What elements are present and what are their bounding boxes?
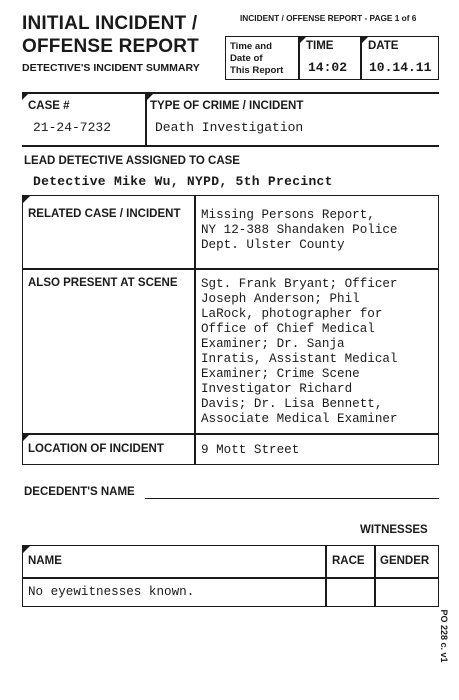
also-present-line: Associate Medical Examiner — [201, 412, 398, 426]
also-present-line: Examiner; Crime Scene — [201, 367, 360, 381]
date-corner-mark — [361, 37, 368, 44]
witness-divider-1 — [325, 545, 327, 607]
case-row-top-line — [22, 92, 439, 94]
case-number-label: CASE # — [28, 100, 70, 112]
also-present-value — [201, 277, 398, 427]
case-number-value: 21-24-7232 — [33, 120, 112, 135]
related-corner-mark — [23, 196, 30, 203]
related-case-value — [201, 208, 398, 253]
also-present-line: Inratis, Assistant Medical — [201, 352, 398, 366]
also-present-line: Davis; Dr. Lisa Bennett, — [201, 397, 383, 411]
related-case-line: Dept. Ulster County — [201, 238, 345, 252]
case-row-bottom-line — [22, 145, 439, 147]
witness-col-name: NAME — [28, 555, 62, 567]
report-subtitle: DETECTIVE'S INCIDENT SUMMARY — [22, 62, 200, 74]
crime-type-value: Death Investigation — [155, 120, 304, 135]
also-present-label: ALSO PRESENT AT SCENE — [28, 277, 178, 289]
date-label: DATE — [368, 40, 399, 52]
lead-detective-value: Detective Mike Wu, NYPD, 5th Precinct — [33, 174, 333, 189]
related-case-line: Missing Persons Report, — [201, 208, 375, 222]
time-date-label-line-2: Date of — [230, 53, 263, 64]
case-divider — [145, 92, 147, 145]
crime-type-label: TYPE OF CRIME / INCIDENT — [150, 100, 304, 112]
witness-row-text: No eyewitnesses known. — [28, 585, 195, 599]
time-value: 14:02 — [308, 60, 348, 75]
location-corner-mark — [23, 434, 30, 441]
location-value: 9 Mott Street — [201, 443, 300, 457]
related-case-line: NY 12-388 Shandaken Police — [201, 223, 398, 237]
crime-corner-mark — [147, 93, 154, 100]
witness-divider-2 — [374, 545, 376, 607]
time-label: TIME — [306, 40, 334, 52]
decedent-name-label: DECEDENT'S NAME — [24, 486, 135, 498]
details-divider — [194, 195, 196, 465]
witnesses-heading: WITNESSES — [360, 524, 428, 536]
witness-col-gender: GENDER — [380, 555, 430, 567]
page-info: INCIDENT / OFFENSE REPORT - PAGE 1 of 6 — [240, 13, 417, 23]
lead-detective-label: LEAD DETECTIVE ASSIGNED TO CASE — [24, 155, 240, 167]
also-present-line: LaRock, photographer for — [201, 307, 383, 321]
time-date-label — [230, 41, 283, 77]
report-title-line-1: INITIAL INCIDENT / — [22, 13, 198, 34]
time-date-label-line-1: Time and — [230, 41, 272, 52]
also-present-line: Examiner; Dr. Sanja — [201, 337, 345, 351]
form-code: PO 228 c. v1 — [439, 609, 449, 663]
also-present-line: Joseph Anderson; Phil — [201, 292, 360, 306]
time-date-label-line-3: This Report — [230, 65, 284, 76]
related-bottom-line — [22, 268, 439, 270]
witness-corner-mark — [23, 546, 30, 553]
time-corner-mark — [299, 37, 306, 44]
also-present-line: Investigator Richard — [201, 382, 353, 396]
case-corner-mark — [22, 93, 29, 100]
decedent-name-line — [145, 498, 439, 499]
date-value: 10.14.11 — [369, 60, 432, 75]
present-bottom-line — [22, 433, 439, 435]
report-title-line-2: OFFENSE REPORT — [22, 36, 199, 57]
location-label: LOCATION OF INCIDENT — [28, 443, 164, 455]
also-present-line: Office of Chief Medical — [201, 322, 375, 336]
related-case-label: RELATED CASE / INCIDENT — [28, 208, 181, 220]
witness-header-line — [22, 577, 439, 579]
also-present-line: Sgt. Frank Bryant; Officer — [201, 277, 398, 291]
witness-col-race: RACE — [332, 555, 365, 567]
